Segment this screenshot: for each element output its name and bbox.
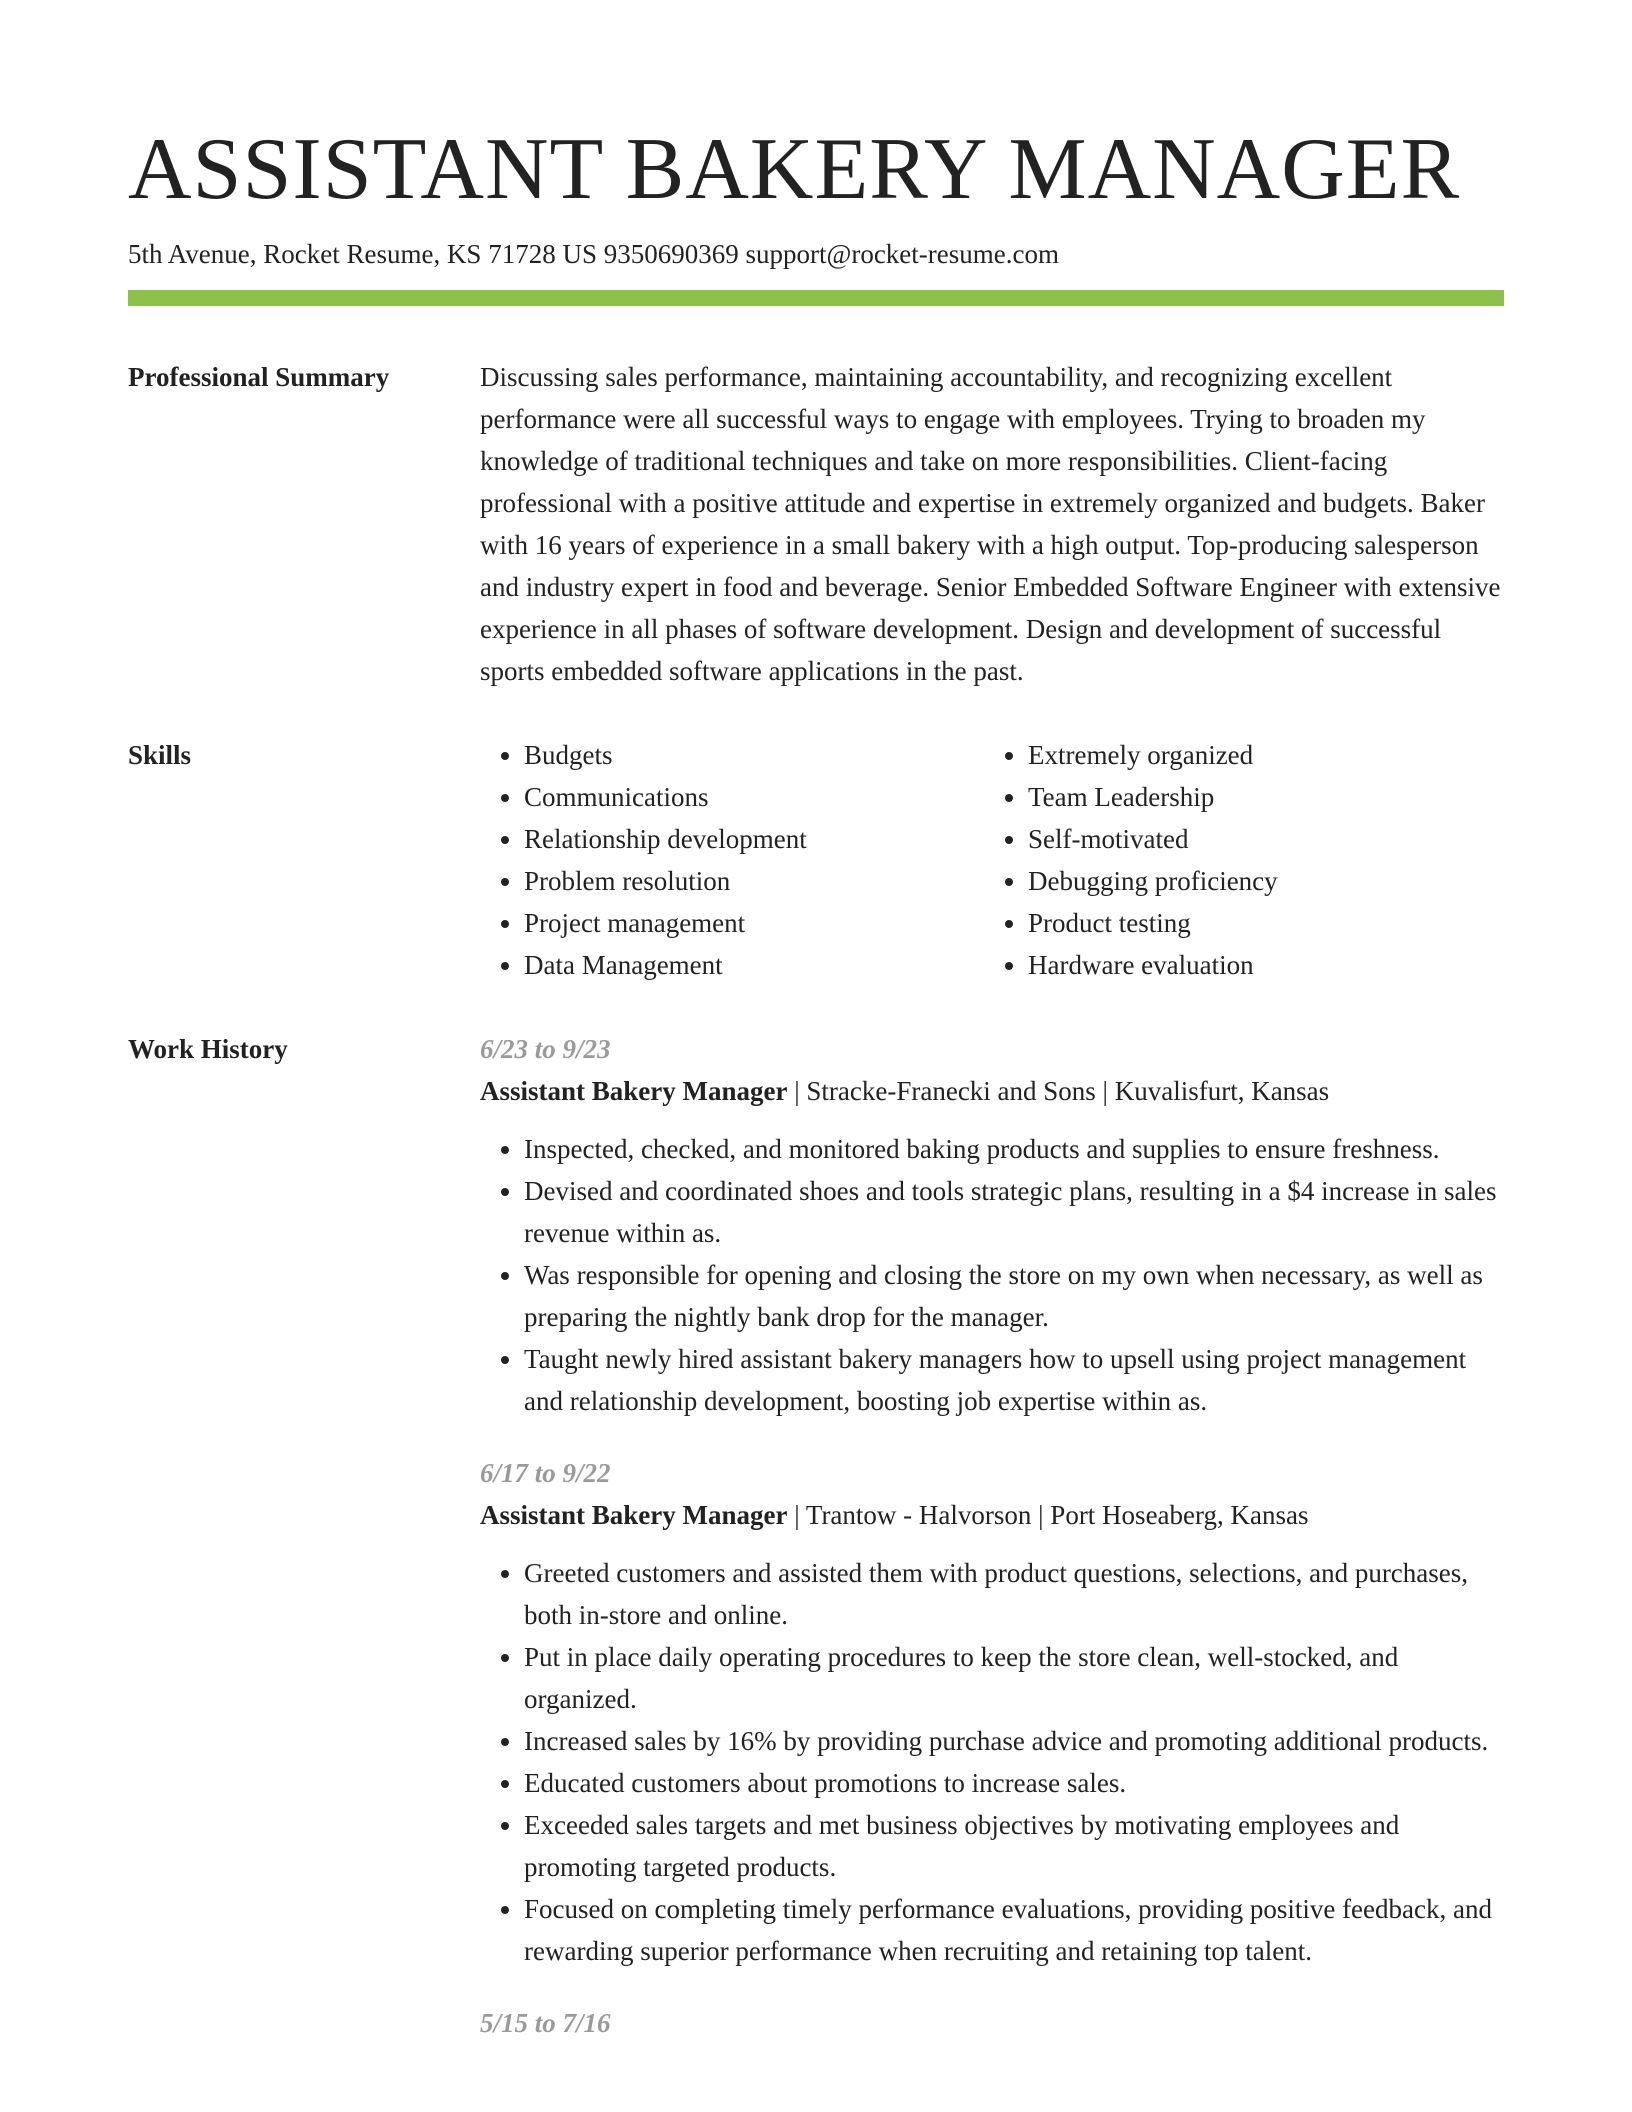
job-title: Assistant Bakery Manager [480, 1076, 788, 1106]
skills-section [128, 734, 1504, 986]
skill-item: • Budgets [524, 734, 984, 776]
work-history-body [480, 1028, 1504, 2074]
skills-column-1 [480, 734, 984, 986]
job-bullet: • Put in place daily operating procedures to keep the store clean, well-stocked, and organized. [524, 1636, 1504, 1720]
job-title-line [480, 1070, 1504, 1112]
resume-name: ASSISTANT BAKERY MANAGER [128, 121, 1461, 218]
job-bullet: • Inspected, checked, and monitored baking products and supplies to ensure freshness. [524, 1128, 1504, 1170]
header-divider [128, 290, 1504, 306]
job-bullets [480, 1552, 1504, 1972]
job-bullet: • Exceeded sales targets and met business objectives by motivating employees and promoting targeted products. [524, 1804, 1504, 1888]
job-bullet: • Educated customers about promotions to increase sales. [524, 1762, 1504, 1804]
job-employer-details: | Stracke-Franecki and Sons | Kuvalisfurt, Kansas [787, 1076, 1330, 1106]
job-bullet: • Was responsible for opening and closing the store on my own when necessary, as well as preparing the nightly bank drop for the manager. [524, 1254, 1504, 1338]
job-bullets [480, 1128, 1504, 1422]
job-dates: 6/23 to 9/23 [480, 1034, 611, 1064]
job-bullet: • Taught newly hired assistant bakery managers how to upsell using project management and relationship development, boosting job expertise within as. [524, 1338, 1504, 1422]
job-bullet: • Increased sales by 16% by providing purchase advice and promoting additional products. [524, 1720, 1504, 1762]
skill-item: • Problem resolution [524, 860, 984, 902]
job-dates: 6/17 to 9/22 [480, 1458, 611, 1488]
skill-item: • Relationship development [524, 818, 984, 860]
job-employer-details: | Trantow - Halvorson | Port Hoseaberg, Kansas [787, 1500, 1309, 1530]
contact-line: 5th Avenue, Rocket Resume, KS 71728 US 9350690369 support@rocket-resume.com [128, 239, 1059, 269]
job-bullet: • Devised and coordinated shoes and tools strategic plans, resulting in a $4 increase in sales revenue within as. [524, 1170, 1504, 1254]
skills-grid [480, 734, 1504, 986]
skill-item: • Debugging proficiency [1028, 860, 1504, 902]
job-dates: 5/15 to 7/16 [480, 2008, 611, 2038]
skill-item: • Hardware evaluation [1028, 944, 1504, 986]
skill-item: • Communications [524, 776, 984, 818]
skill-item: • Extremely organized [1028, 734, 1504, 776]
job-entry-3 [480, 2002, 1504, 2044]
skill-item: • Self-motivated [1028, 818, 1504, 860]
skill-item: • Project management [524, 902, 984, 944]
section-title-skills: Skills [128, 740, 192, 770]
job-bullet: • Focused on completing timely performance evaluations, providing positive feedback, and rewarding superior performance when recruiting and retaining top talent. [524, 1888, 1504, 1972]
job-entry-2 [480, 1452, 1504, 1972]
job-title-line [480, 1494, 1504, 1536]
section-title-work: Work History [128, 1034, 288, 1064]
summary-body [480, 356, 1504, 692]
section-title-summary: Professional Summary [128, 362, 390, 392]
job-title: Assistant Bakery Manager [480, 1500, 788, 1530]
summary-text: Discussing sales performance, maintaining accountability, and recognizing excellent performance were all successful ways to engage with employees. Trying to broaden my knowledge of traditional techniques and take on more responsibilities. Client-facing professional with a positive attitude and expertise in extremely organized and budgets. Baker with 16 years of experience in a small bakery with a high output. Top-producing salesperson and industry expert in food and beverage. Senior Embedded Software Engineer with extensive experience in all phases of software development. Design and development of successful sports embedded software applications in the past. [480, 362, 1501, 686]
skill-item: • Product testing [1028, 902, 1504, 944]
job-bullet: • Greeted customers and assisted them with product questions, selections, and purchases, both in-store and online. [524, 1552, 1504, 1636]
job-entry-1 [480, 1028, 1504, 1422]
professional-summary-section [128, 356, 1504, 692]
skill-item: • Data Management [524, 944, 984, 986]
skill-item: • Team Leadership [1028, 776, 1504, 818]
skills-column-2 [984, 734, 1504, 986]
resume-page [128, 0, 1504, 2074]
work-history-section [128, 1028, 1504, 2074]
